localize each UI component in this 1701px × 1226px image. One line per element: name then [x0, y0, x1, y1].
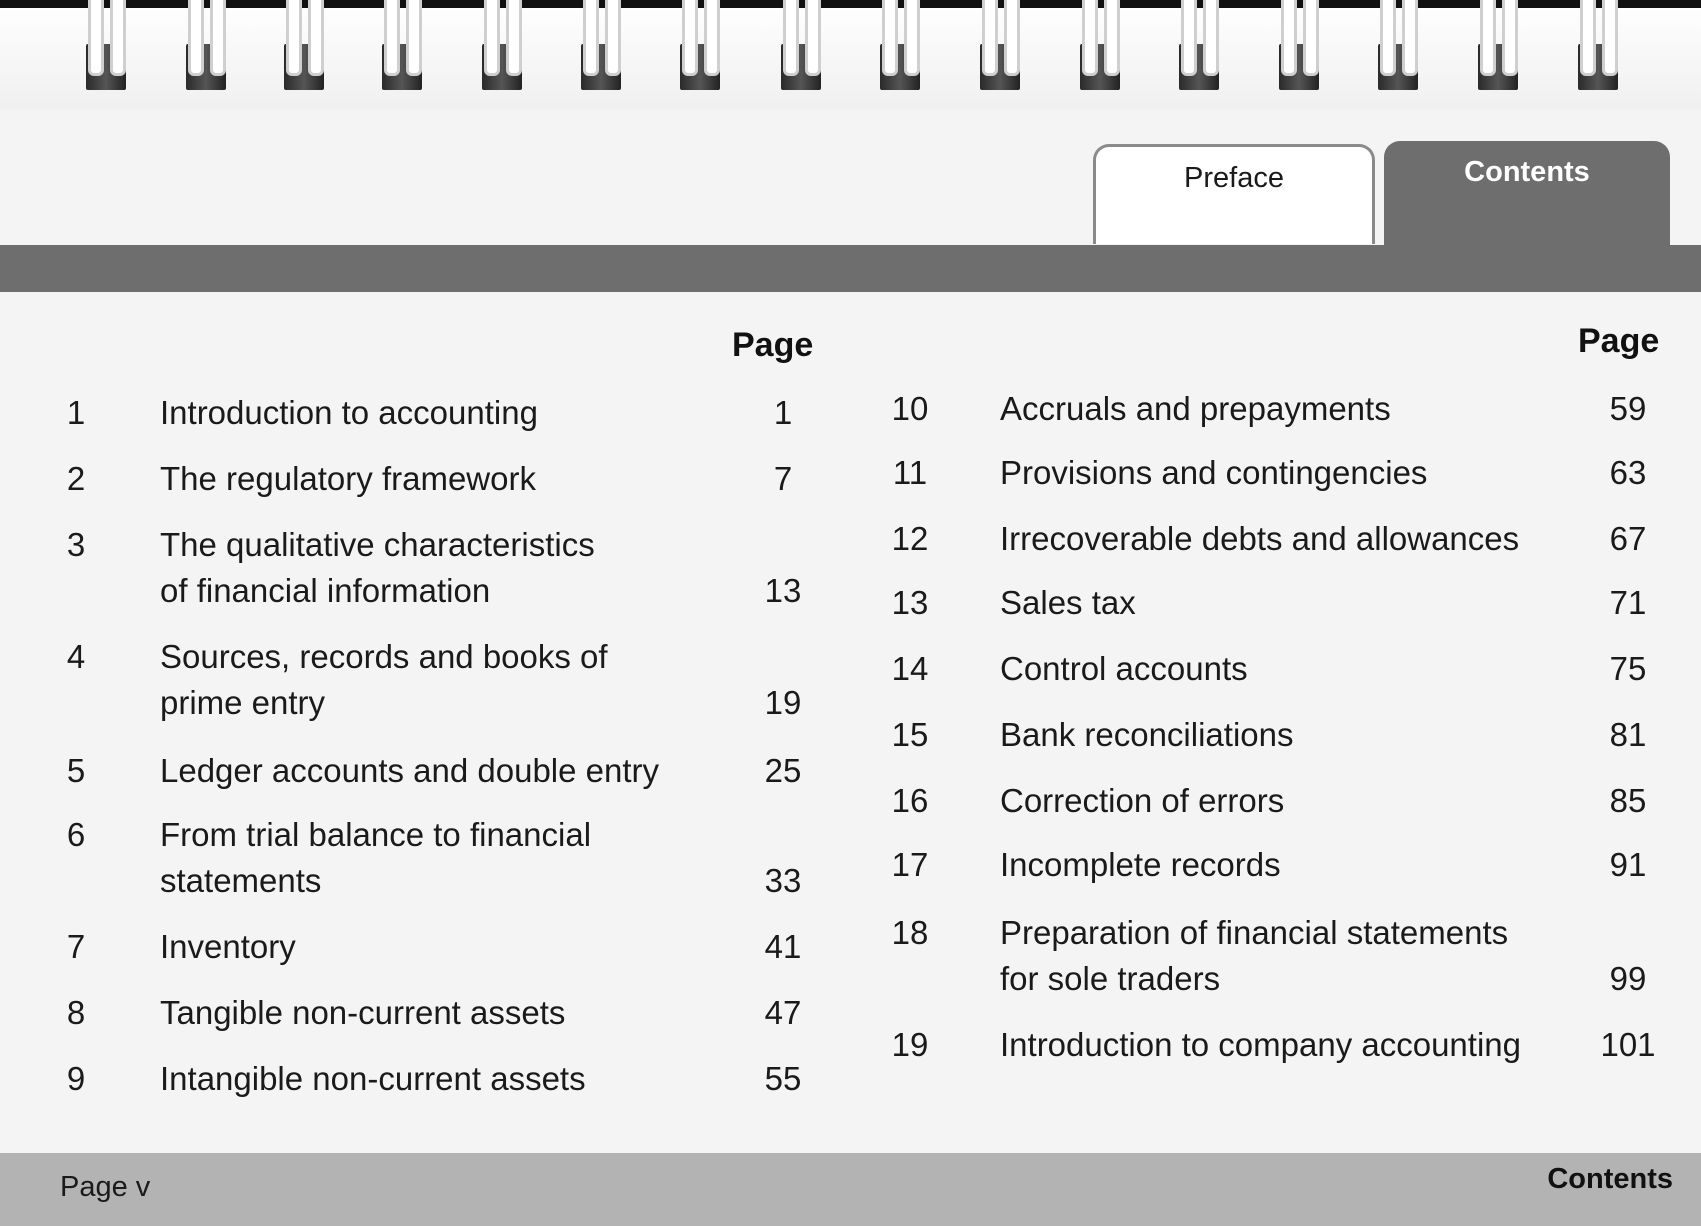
- chapter-title-line: Incomplete records: [1000, 846, 1281, 883]
- chapter-number: 9: [66, 1060, 86, 1097]
- chapter-title-line: The qualitative characteristics: [160, 526, 595, 563]
- chapter-page-number: 71: [1609, 584, 1647, 621]
- chapter-number: 15: [891, 716, 929, 753]
- chapter-title-line: Correction of errors: [1000, 782, 1285, 819]
- binding-ring: [1275, 0, 1323, 94]
- chapter-title-line: Bank reconciliations: [1000, 716, 1294, 753]
- chapter-number: 17: [891, 846, 929, 883]
- chapter-number: 16: [891, 782, 929, 819]
- page-column-header-right: Page: [1578, 322, 1660, 360]
- chapter-title: [160, 1056, 586, 1102]
- chapter-title-line: for sole traders: [1000, 960, 1221, 997]
- chapter-title: [1000, 1022, 1521, 1068]
- chapter-page-number: 19: [764, 684, 802, 721]
- chapter-number: 6: [66, 816, 86, 853]
- binding-top-edge: [0, 0, 1701, 8]
- chapter-title-line: Introduction to company accounting: [1000, 1026, 1521, 1063]
- binding-ring: [478, 0, 526, 94]
- chapter-title-line: Tangible non-current assets: [160, 994, 566, 1031]
- chapter-title: [160, 522, 595, 614]
- page-footer: [0, 1153, 1701, 1226]
- chapter-title: [1000, 842, 1281, 888]
- chapter-title-line: Control accounts: [1000, 650, 1248, 687]
- chapter-number: 5: [66, 752, 86, 789]
- binding-ring: [1574, 0, 1622, 94]
- chapter-page-number: 1: [773, 394, 793, 431]
- chapter-title: [1000, 646, 1248, 692]
- binding-ring: [577, 0, 625, 94]
- chapter-title: [160, 634, 608, 726]
- binding-ring: [1474, 0, 1522, 94]
- chapter-title-line: Irrecoverable debts and allowances: [1000, 520, 1520, 557]
- chapter-title: [160, 924, 296, 970]
- chapter-number: 3: [66, 526, 86, 563]
- binding-ring: [1374, 0, 1422, 94]
- binding-ring: [1175, 0, 1223, 94]
- chapter-page-number: 81: [1609, 716, 1647, 753]
- chapter-number: 12: [891, 520, 929, 557]
- binding-ring: [976, 0, 1024, 94]
- chapter-page-number: 63: [1609, 454, 1647, 491]
- chapter-title: [1000, 778, 1284, 824]
- chapter-page-number: 99: [1609, 960, 1647, 997]
- chapter-number: 19: [891, 1026, 929, 1063]
- binding-ring: [676, 0, 724, 94]
- chapter-title-line: Sales tax: [1000, 584, 1136, 621]
- binding-ring: [876, 0, 924, 94]
- chapter-page-number: 85: [1609, 782, 1647, 819]
- chapter-page-number: 7: [773, 460, 793, 497]
- chapter-title-line: Accruals and prepayments: [1000, 390, 1391, 427]
- binding-ring: [182, 0, 230, 94]
- chapter-title-line: Inventory: [160, 928, 296, 965]
- chapter-number: 18: [891, 914, 929, 951]
- chapter-title-line: Preparation of financial statements: [1000, 914, 1509, 951]
- chapter-page-number: 25: [764, 752, 802, 789]
- tab-contents[interactable]: [1384, 141, 1670, 247]
- chapter-page-number: 75: [1609, 650, 1647, 687]
- chapter-number: 1: [66, 394, 86, 431]
- chapter-title: [1000, 580, 1136, 626]
- chapter-page-number: 47: [764, 994, 802, 1031]
- chapter-page-number: 41: [764, 928, 802, 965]
- chapter-title: [1000, 516, 1519, 562]
- chapter-page-number: 101: [1600, 1026, 1656, 1063]
- binding-ring: [378, 0, 426, 94]
- chapter-title: [160, 748, 659, 794]
- chapter-title: [160, 812, 591, 904]
- chapter-title: [1000, 910, 1508, 1002]
- chapter-title-line: Introduction to accounting: [160, 394, 538, 431]
- binding-ring: [280, 0, 328, 94]
- binding-ring: [82, 0, 130, 94]
- chapter-number: 10: [891, 390, 929, 427]
- page-column-header-left: Page: [732, 326, 814, 364]
- chapter-number: 7: [66, 928, 86, 965]
- footer-page-number: Page v: [60, 1171, 151, 1203]
- chapter-title-line: of financial information: [160, 572, 491, 609]
- chapter-page-number: 59: [1609, 390, 1647, 427]
- chapter-title-line: Sources, records and books of: [160, 638, 608, 675]
- chapter-number: 4: [66, 638, 86, 675]
- footer-section-name: Contents: [1547, 1163, 1673, 1195]
- header-band: [0, 245, 1701, 292]
- chapter-title-line: prime entry: [160, 684, 326, 721]
- chapter-page-number: 91: [1609, 846, 1647, 883]
- spiral-binding: [0, 0, 1701, 110]
- chapter-number: 2: [66, 460, 86, 497]
- chapter-page-number: 33: [764, 862, 802, 899]
- chapter-title: [1000, 386, 1391, 432]
- tab-preface[interactable]: [1093, 144, 1375, 244]
- tab-contents-label: Contents: [1464, 156, 1590, 188]
- chapter-number: 14: [891, 650, 929, 687]
- chapter-title-line: From trial balance to financial: [160, 816, 592, 853]
- chapter-title-line: Ledger accounts and double entry: [160, 752, 660, 789]
- chapter-title-line: Provisions and contingencies: [1000, 454, 1428, 491]
- chapter-page-number: 55: [764, 1060, 802, 1097]
- chapter-title: [160, 990, 565, 1036]
- chapter-title-line: The regulatory framework: [160, 460, 536, 497]
- chapter-title: [1000, 712, 1294, 758]
- chapter-page-number: 13: [764, 572, 802, 609]
- binding-ring: [1076, 0, 1124, 94]
- chapter-number: 8: [66, 994, 86, 1031]
- chapter-title: [160, 390, 538, 436]
- chapter-title: [1000, 450, 1427, 496]
- chapter-title-line: statements: [160, 862, 322, 899]
- chapter-page-number: 67: [1609, 520, 1647, 557]
- tab-preface-label: Preface: [1184, 162, 1284, 194]
- binding-ring: [777, 0, 825, 94]
- chapter-title: [160, 456, 536, 502]
- chapter-title-line: Intangible non-current assets: [160, 1060, 586, 1097]
- chapter-number: 13: [891, 584, 929, 621]
- chapter-number: 11: [892, 454, 928, 491]
